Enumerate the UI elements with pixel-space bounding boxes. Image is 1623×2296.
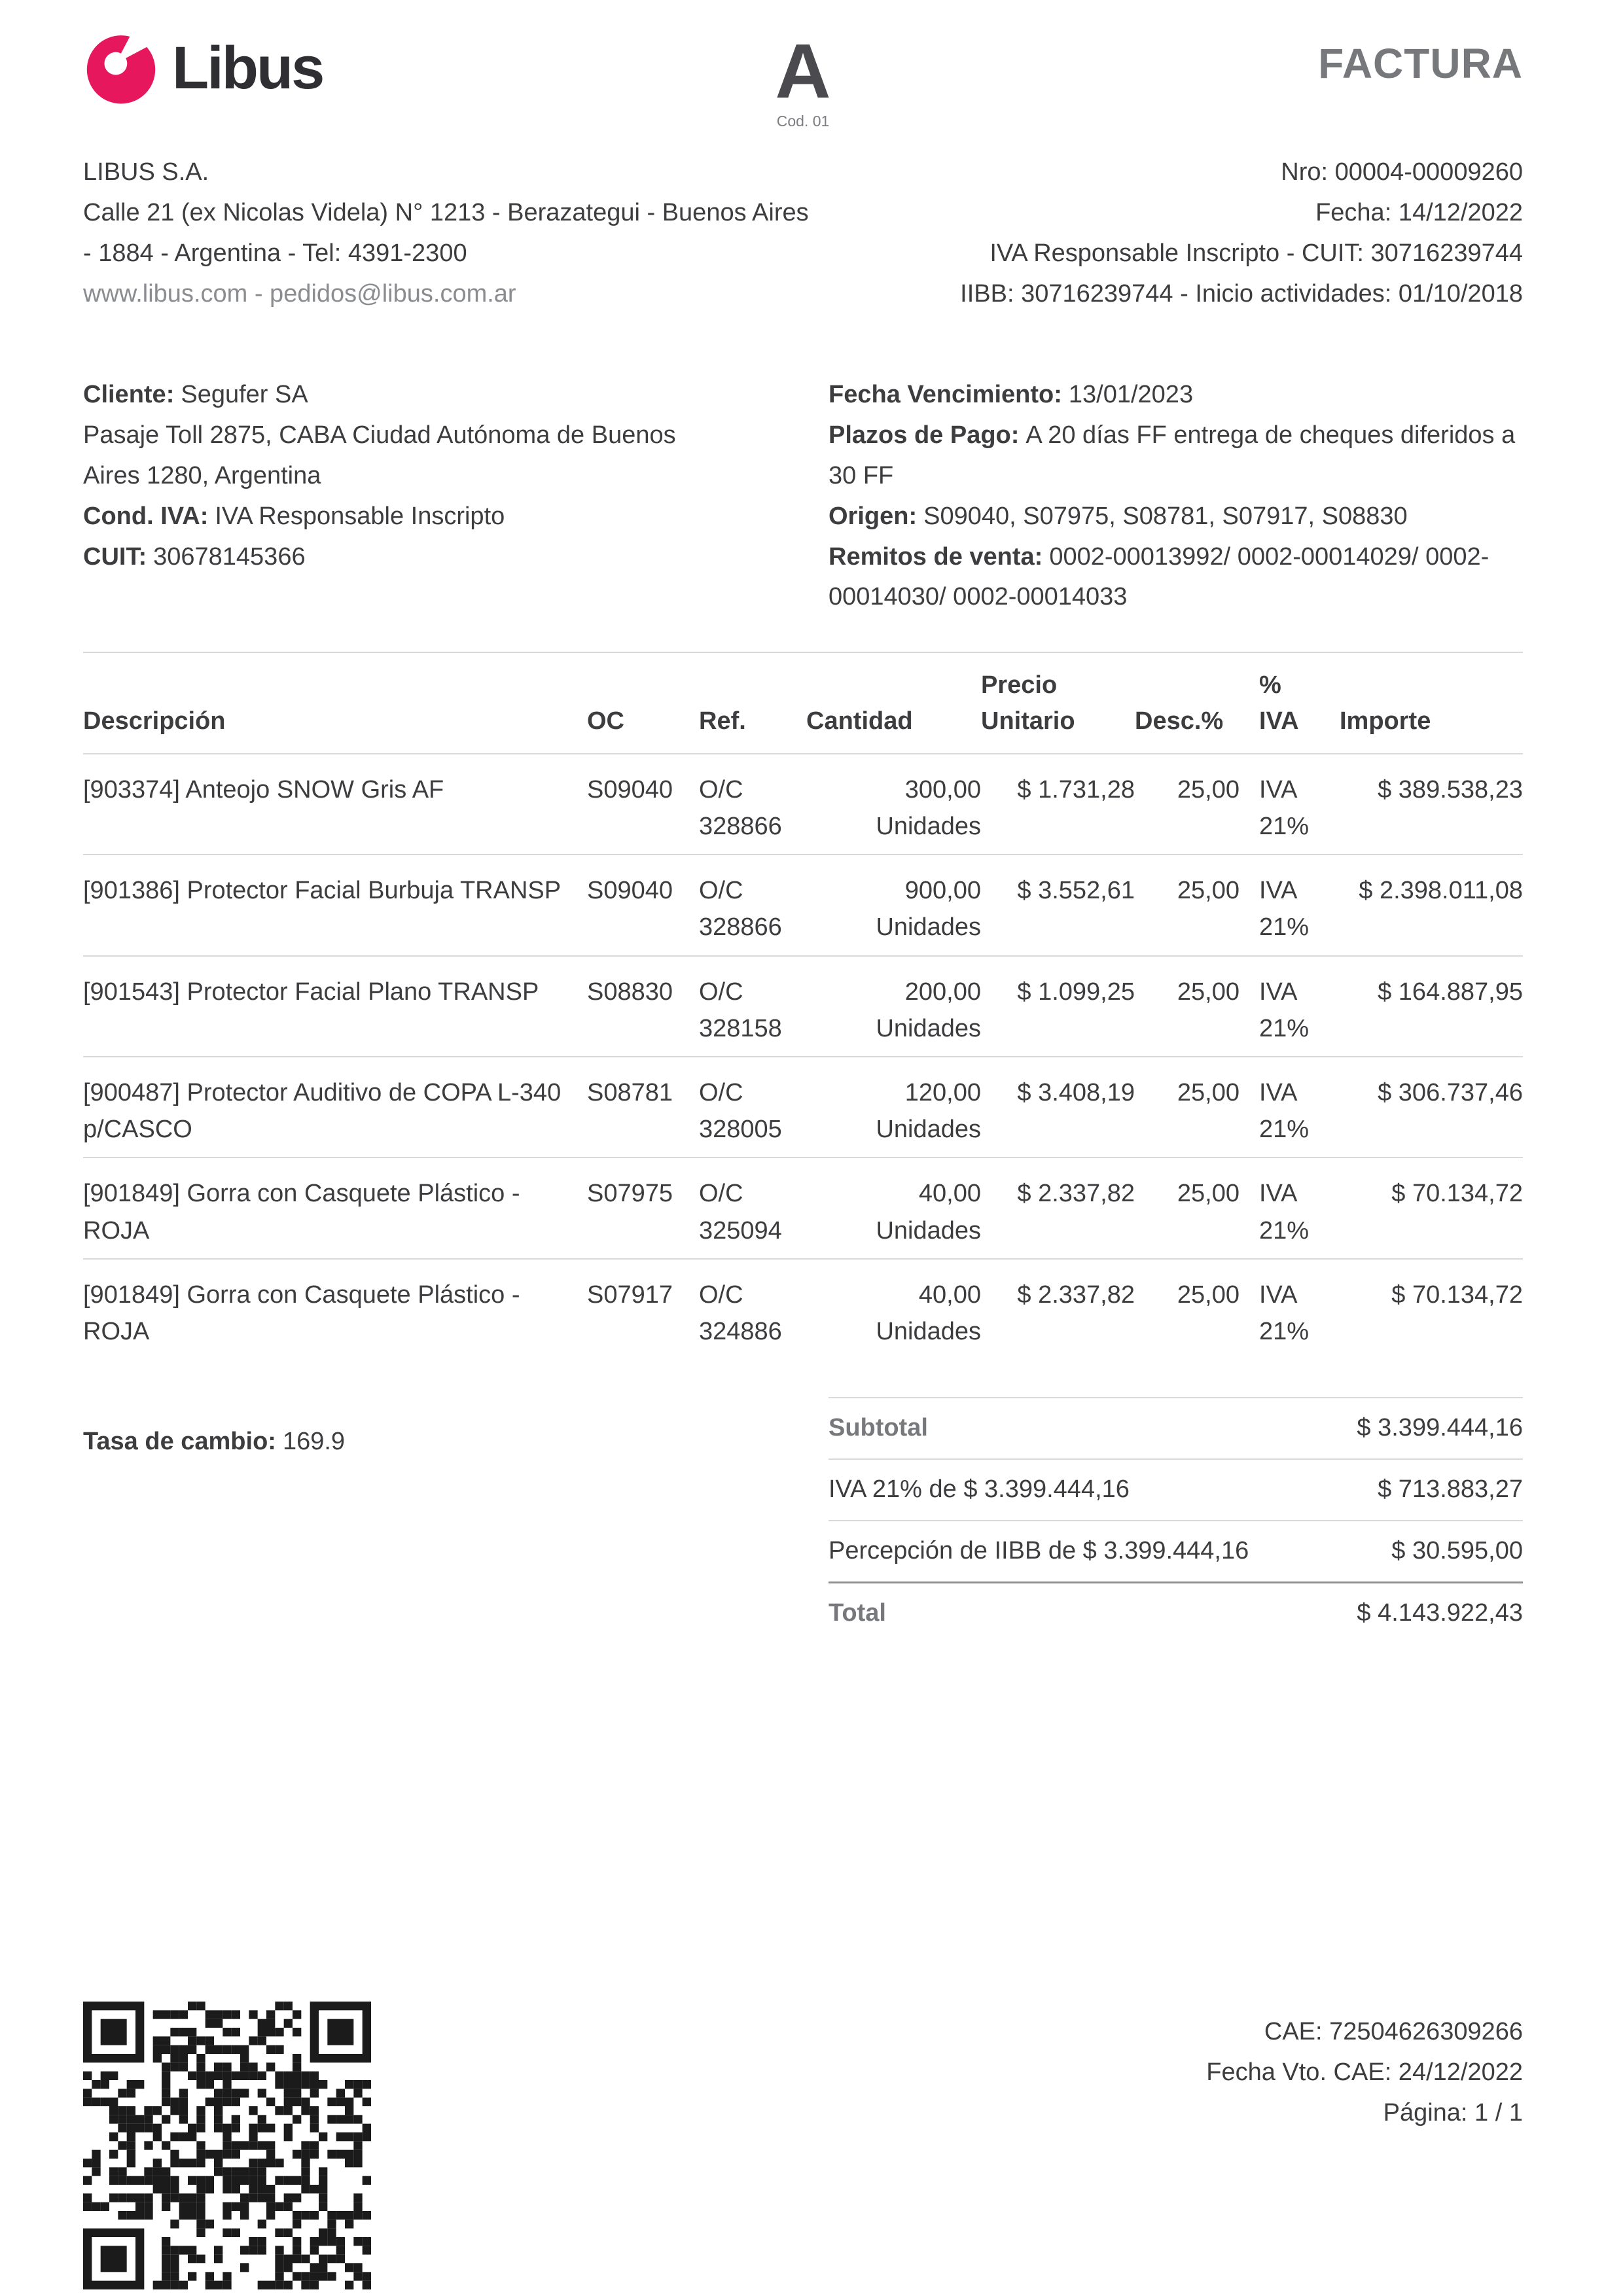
client-name: Segufer SA [181,380,308,408]
cell-amount: $ 306.737,46 [1340,1057,1523,1157]
cell-qty-value: 300,00 [904,775,981,804]
client-iva-line [83,497,738,537]
cell-ref-type: O/C [699,1180,743,1208]
due-date-line [829,375,1516,415]
client-address: Pasaje Toll 2875, CABA Ciudad Autónoma de Buenos Aires 1280, Argentina [83,421,676,489]
iibb-value: $ 30.595,00 [1391,1537,1523,1565]
cell-ref [699,1057,806,1157]
header-iva [1240,652,1340,753]
table-row [83,1057,1523,1157]
cell-iva [1240,1157,1340,1258]
cell-iva [1240,1259,1340,1359]
exchange-rate-line [83,1397,829,1644]
cell-quantity [806,754,981,855]
cell-ref-number: 328866 [699,913,782,942]
cell-unit-price: $ 2.337,82 [1017,1280,1135,1309]
subtotal-value: $ 3.399.444,16 [1357,1414,1523,1442]
cell-iva [1240,1057,1340,1157]
remitos-label: Remitos de venta: [829,542,1043,571]
cell-ref-type: O/C [699,775,743,804]
header-oc: OC [587,652,699,753]
cell-oc: S09040 [587,855,699,955]
header-amount: Importe [1340,652,1523,753]
due-date-label: Fecha Vencimiento: [829,380,1062,408]
header-iva-line1: % [1259,671,1281,699]
invoice-number: Nro: 00004-00009260 [1281,158,1523,186]
brand [83,30,775,106]
header-unit-price-line2: Unitario [981,707,1075,735]
cell-qty-value: 120,00 [904,1078,981,1106]
invoice-iva-condition: IVA Responsable Inscripto - CUIT: 30716239744 [990,239,1523,267]
cell-description: [901849] Gorra con Casquete Plástico - ROJA [83,1280,520,1346]
header-quantity: Cantidad [806,652,981,753]
company-name: LIBUS S.A. [83,158,209,186]
table-row [83,754,1523,855]
cell-quantity [806,1157,981,1258]
cell-unit-price: $ 2.337,82 [981,1157,1135,1258]
invoice-header [83,30,1523,130]
invoice-iibb: IIBB: 30716239744 - Inicio actividades: 01/10/2018 [960,279,1523,308]
exchange-rate-value: 169.9 [282,1428,346,1456]
cell-qty-unit: Unidades [876,913,981,942]
cell-discount: 25,00 [1135,1057,1240,1157]
origin-label: Origen: [829,502,918,530]
cell-discount: 25,00 [1135,1157,1240,1258]
cell-qty-value: 40,00 [918,1180,981,1208]
parties-section [83,375,1523,618]
company-contact-link[interactable]: www.libus.com - pedidos@libus.com.ar [83,279,516,308]
totals-section [83,1397,1523,1644]
cell-iva [1240,956,1340,1057]
cell-quantity [806,1259,981,1359]
cell-oc: S08781 [587,1057,699,1157]
cell-amount: $ 164.887,95 [1340,956,1523,1057]
brand-name: Libus [172,35,323,101]
page-indicator: Página: 1 / 1 [1383,2098,1523,2127]
client-block [83,375,738,618]
cell-qty-unit: Unidades [876,1014,981,1042]
header-description: Descripción [83,652,587,753]
company-address: Calle 21 (ex Nicolas Videla) N° 1213 - Berazategui - Buenos Aires - 1884 - Argentina - Tel: 4391-2300 [83,198,809,267]
cell-qty-unit: Unidades [876,1318,981,1346]
cae-number: CAE: 72504626309266 [1264,2018,1523,2045]
cell-ref-number: 325094 [699,1216,782,1245]
table-header-row [83,652,1523,753]
iibb-row [829,1520,1523,1581]
invoice-type-code: Cod. 01 [776,113,830,130]
libus-logo-icon [83,30,159,106]
info-section [83,152,1523,315]
qr-code [83,2002,371,2289]
invoice-type-box [775,28,831,130]
cell-ref-number: 328005 [699,1116,782,1144]
cell-ref [699,1157,806,1258]
cell-amount: $ 389.538,23 [1340,754,1523,855]
cell-discount: 25,00 [1135,956,1240,1057]
origin-value: S09040, S07975, S08781, S07917, S08830 [923,502,1408,530]
cell-iva [1240,855,1340,955]
payment-terms-value: A 20 días FF entrega de cheques diferidos a 30 FF [829,421,1516,489]
cell-discount: 25,00 [1135,855,1240,955]
cell-ref [699,1259,806,1359]
header-unit-price [981,652,1135,753]
cell-oc: S09040 [587,754,699,855]
table-row [83,855,1523,955]
cell-ref-number: 328158 [699,1014,782,1042]
cell-iva-label: IVA [1259,877,1298,905]
total-row [829,1581,1523,1644]
cell-iva [1240,754,1340,855]
cell-iva-label: IVA [1259,1280,1298,1309]
cell-ref-number: 328866 [699,812,782,840]
cell-oc: S08830 [587,956,699,1057]
subtotal-label: Subtotal [829,1414,928,1442]
cell-discount: 25,00 [1177,1280,1240,1309]
cell-iva-label: IVA [1259,978,1298,1006]
cell-unit-price: $ 1.731,28 [981,754,1135,855]
client-cuit-value: 30678145366 [153,542,306,571]
cell-ref-number: 324886 [699,1318,782,1346]
cell-ref [699,956,806,1057]
cell-unit-price: $ 3.552,61 [981,855,1135,955]
cell-quantity [806,855,981,955]
cell-qty-value: 900,00 [904,877,981,905]
cell-quantity [806,1057,981,1157]
invoice-footer [83,2002,1523,2289]
payment-terms-line [829,415,1516,497]
cell-ref-type: O/C [699,1280,743,1309]
header-discount: Desc.% [1135,652,1240,753]
header-unit-price-line1: Precio [981,671,1058,699]
cell-qty-unit: Unidades [876,812,981,840]
cell-iva-rate: 21% [1259,1216,1310,1245]
invoice-date: Fecha: 14/12/2022 [1315,198,1523,226]
cell-iva-rate: 21% [1259,1318,1310,1346]
client-label: Cliente: [83,380,175,408]
payment-block [829,375,1516,618]
cell-iva-label: IVA [1259,1078,1298,1106]
cell-qty-unit: Unidades [876,1116,981,1144]
table-row [83,956,1523,1057]
header-iva-line2: IVA [1259,707,1299,735]
cell-ref-type: O/C [699,978,743,1006]
iibb-label: Percepción de IIBB de $ 3.399.444,16 [829,1537,1249,1565]
invoice-type-letter: A [775,28,831,115]
remitos-line [829,537,1516,618]
remitos-value: 0002-00013992/ 0002-00014029/ 0002-00014030/ 0002-00014033 [829,542,1489,611]
due-date-value: 13/01/2023 [1068,380,1194,408]
client-cuit-line [83,537,738,578]
cell-description: [901386] Protector Facial Burbuja TRANSP [83,855,587,955]
cell-unit-price: $ 3.408,19 [981,1057,1135,1157]
cell-ref [699,855,806,955]
cell-iva-rate: 21% [1259,812,1310,840]
cell-iva-label: IVA [1259,775,1298,804]
iva-row [829,1458,1523,1520]
iva-value: $ 713.883,27 [1378,1475,1523,1504]
iva-label: IVA 21% de $ 3.399.444,16 [829,1475,1130,1504]
client-iva-value: IVA Responsable Inscripto [215,502,505,530]
subtotal-row [829,1397,1523,1458]
cell-amount: $ 70.134,72 [1391,1280,1523,1309]
client-name-line [83,375,738,415]
cell-iva-label: IVA [1259,1180,1298,1208]
cell-description: [900487] Protector Auditivo de COPA L-340 p/CASCO [83,1057,587,1157]
client-iva-label: Cond. IVA: [83,502,209,530]
invoice-meta [960,152,1523,315]
company-info [83,152,816,315]
cell-quantity [806,956,981,1057]
client-cuit-label: CUIT: [83,542,147,571]
cell-description: [901543] Protector Facial Plano TRANSP [83,956,587,1057]
total-label: Total [829,1599,886,1627]
cell-discount: 25,00 [1135,754,1240,855]
table-row [83,1157,1523,1258]
cell-iva-rate: 21% [1259,1014,1310,1042]
exchange-rate-label: Tasa de cambio: [83,1428,276,1456]
cell-iva-rate: 21% [1259,1116,1310,1144]
total-value: $ 4.143.922,43 [1357,1599,1523,1627]
cell-ref-type: O/C [699,1078,743,1106]
cae-due-date: Fecha Vto. CAE: 24/12/2022 [1206,2058,1523,2086]
payment-terms-label: Plazos de Pago: [829,421,1020,449]
cell-iva-rate: 21% [1259,913,1310,942]
origin-line [829,497,1516,537]
table-row [83,1259,1523,1359]
cell-oc: S07975 [587,1157,699,1258]
totals-box [829,1397,1523,1644]
cell-oc: S07917 [587,1280,673,1309]
cell-ref [699,754,806,855]
cae-block [1206,2012,1523,2134]
cell-unit-price: $ 1.099,25 [981,956,1135,1057]
cell-qty-value: 40,00 [918,1280,981,1309]
cell-qty-value: 200,00 [904,978,981,1006]
cell-amount: $ 2.398.011,08 [1340,855,1523,955]
cell-qty-unit: Unidades [876,1216,981,1245]
cell-description: [903374] Anteojo SNOW Gris AF [83,754,587,855]
document-title: FACTURA [1318,40,1523,87]
cell-description: [901849] Gorra con Casquete Plástico - ROJA [83,1157,587,1258]
cell-ref-type: O/C [699,877,743,905]
items-table [83,652,1523,1359]
cell-amount: $ 70.134,72 [1340,1157,1523,1258]
header-ref: Ref. [699,652,806,753]
